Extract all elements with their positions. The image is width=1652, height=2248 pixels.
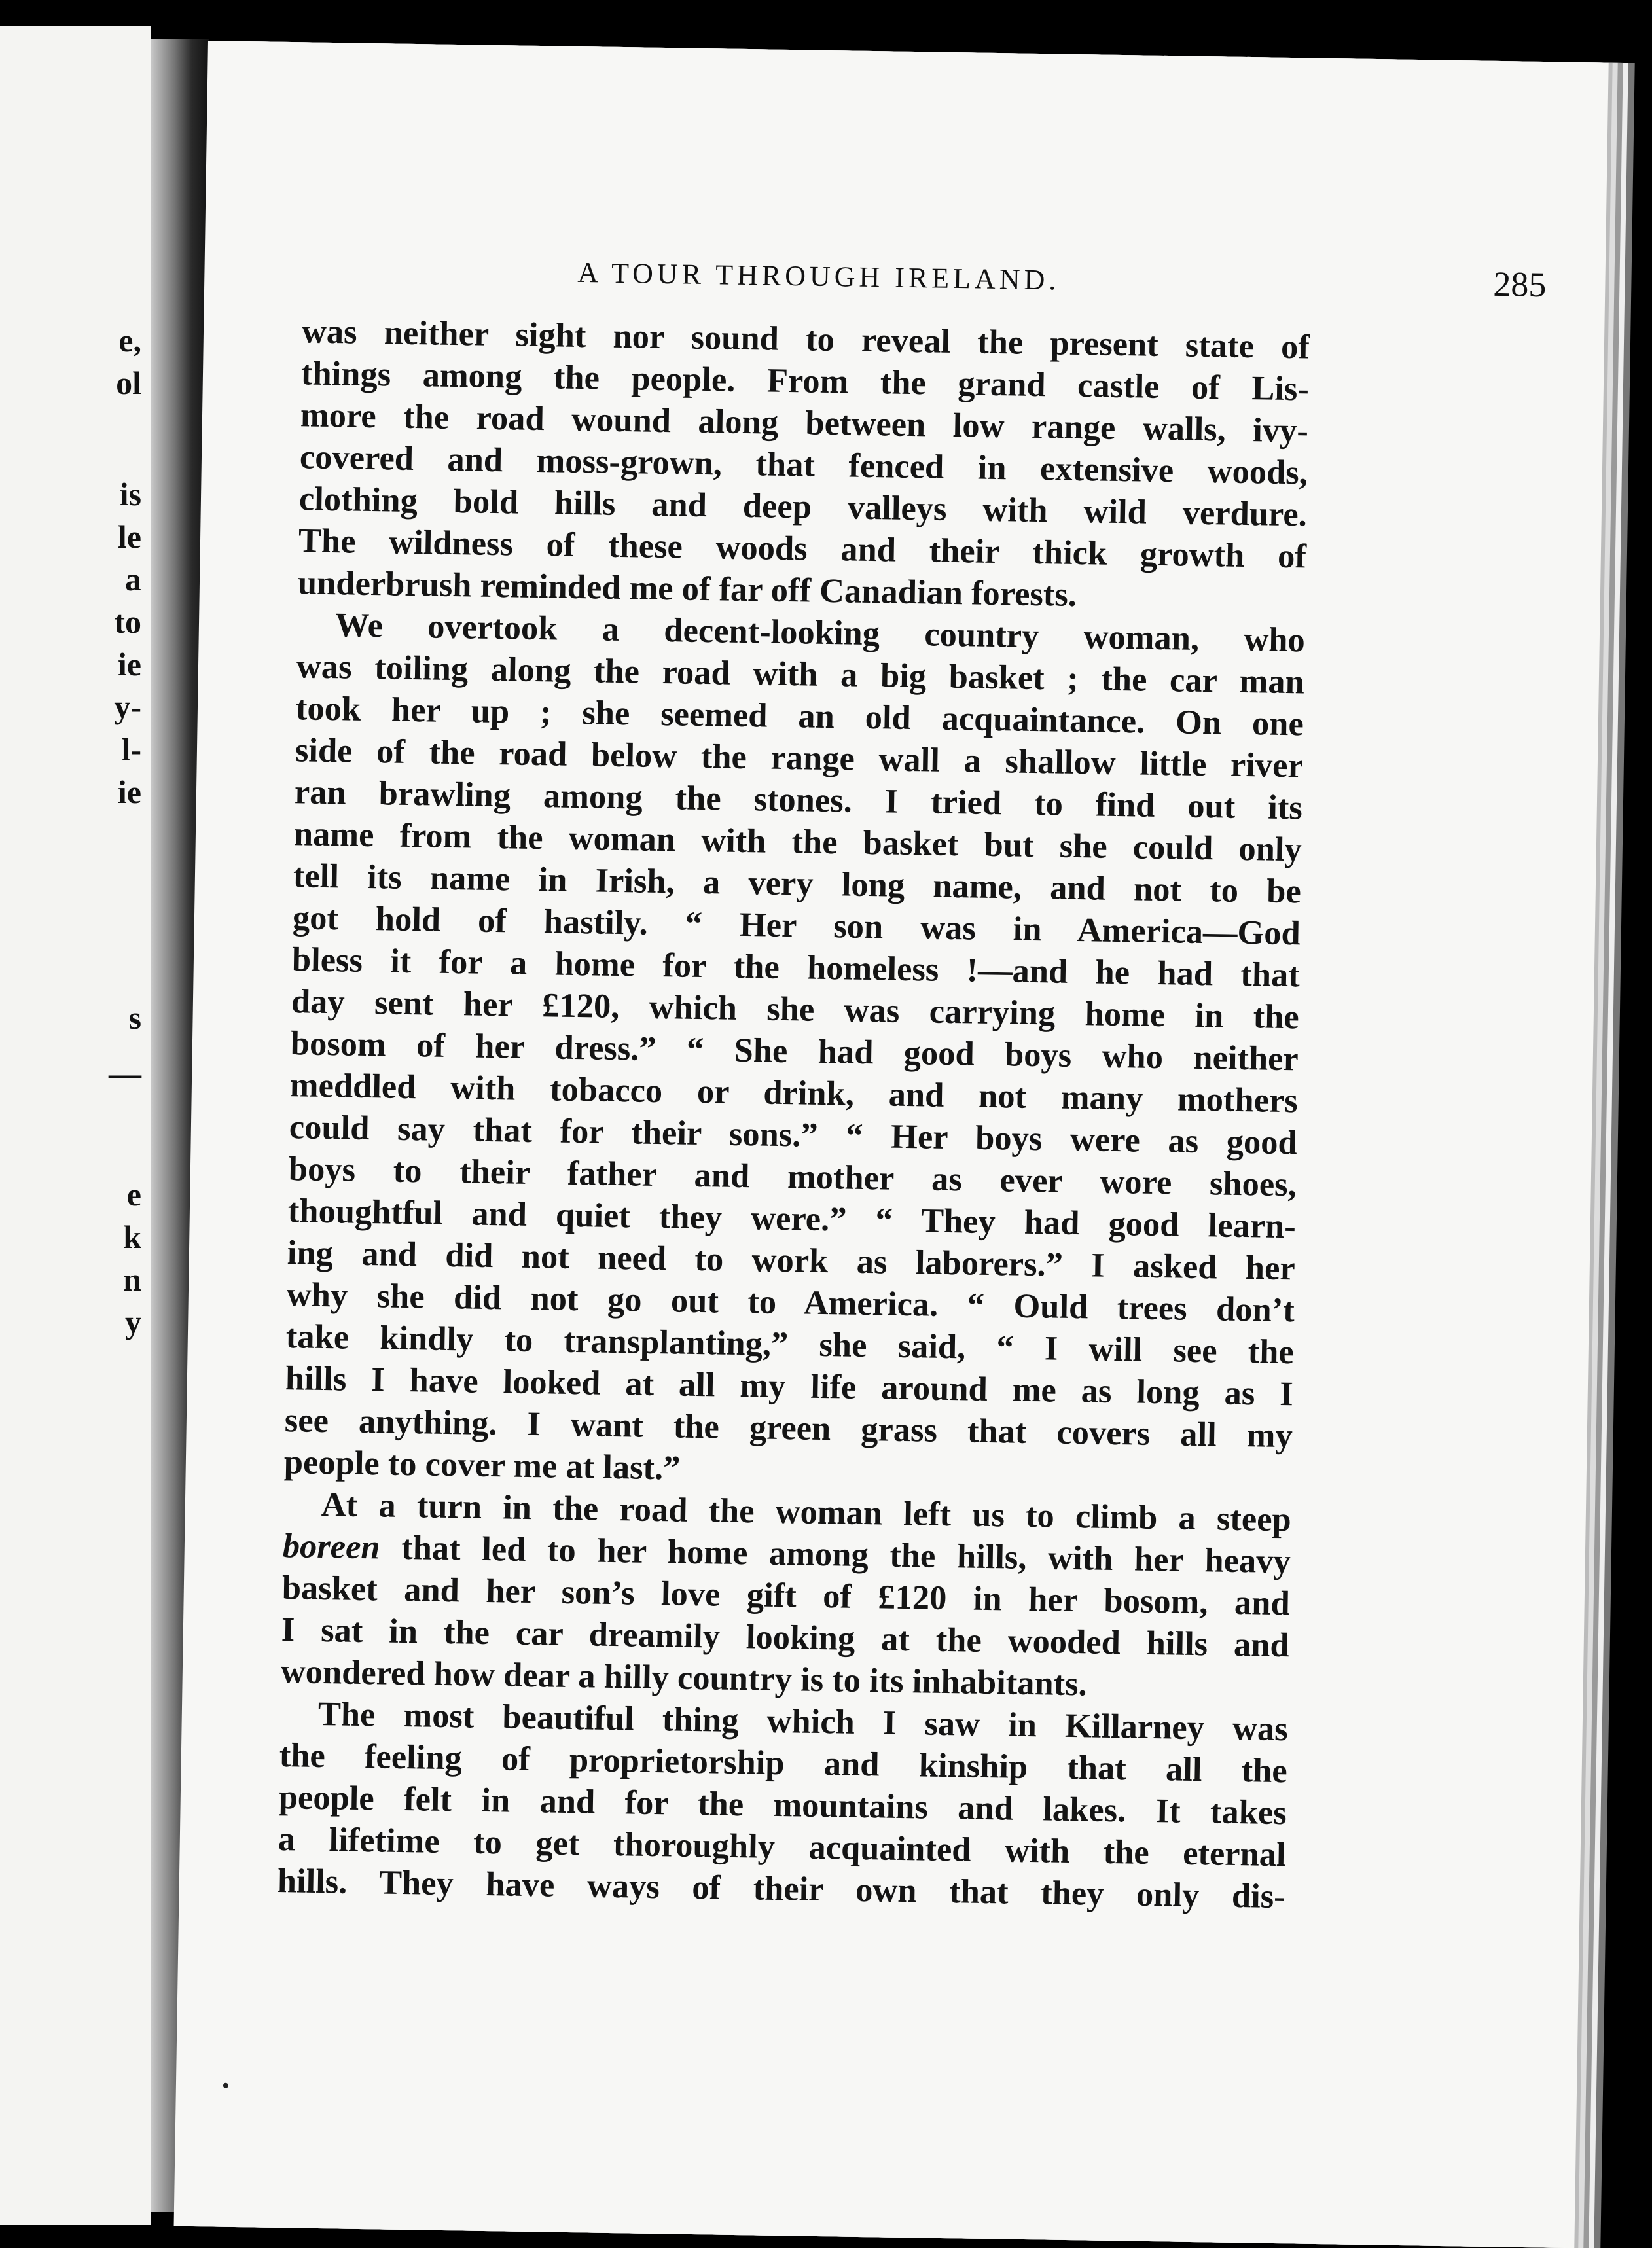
text-line: was neither sight nor sound to reveal the present state of xyxy=(301,312,1310,366)
text-line: see anything. I want the green grass that covers all my xyxy=(284,1401,1293,1455)
text-line: clothing bold hills and deep valleys with wild verdure. xyxy=(298,480,1308,534)
margin-fragment: e, xyxy=(118,322,141,359)
text-line: was toiling along the road with a big basket ; the car man xyxy=(296,647,1305,702)
margin-fragment: ie xyxy=(117,774,141,810)
text-line: took her up ; she seemed an old acquaintance. On one xyxy=(295,689,1304,743)
italic-word: boreen xyxy=(282,1527,381,1567)
margin-fragment: is xyxy=(119,476,141,512)
text-line: ran brawling among the stones. I tried to find out its xyxy=(294,773,1303,827)
page-number: 285 xyxy=(1492,264,1547,305)
margin-fragment: y xyxy=(125,1304,141,1340)
ink-speck xyxy=(223,2083,228,2088)
text-line: hills. They have ways of their own that they only dis- xyxy=(277,1862,1286,1916)
text-line: day sent her £120, which she was carrying home in the xyxy=(291,982,1300,1037)
text-line: basket and her son’s love gift of £120 in her bosom, and xyxy=(281,1569,1291,1623)
text-line: side of the road below the range wall a shallow little river xyxy=(295,731,1304,785)
margin-fragment: n xyxy=(123,1261,141,1298)
text-line: people felt in and for the mountains and lakes. It takes xyxy=(278,1778,1287,1832)
margin-fragment: l- xyxy=(121,731,141,768)
text-line: boys to their father and mother as ever wore shoes, xyxy=(288,1150,1297,1204)
margin-fragment: le xyxy=(117,518,141,555)
margin-fragment: e xyxy=(126,1176,141,1213)
text-line: more the road wound along between low range walls, ivy- xyxy=(300,396,1309,450)
running-title: A TOUR THROUGH IRELAND. xyxy=(577,256,1060,296)
text-line: people to cover me at last.” xyxy=(283,1443,681,1488)
text-line-rest: that led to her home among the hills, with her heavy xyxy=(401,1528,1291,1581)
text-line: the feeling of proprietorship and kinship that all the xyxy=(279,1736,1288,1791)
text-line: wondered how dear a hilly country is to its inhabitants. xyxy=(280,1652,1088,1704)
text-line: name from the woman with the basket but she could only xyxy=(293,815,1302,869)
text-line: ing and did not need to work as laborers.” I asked her xyxy=(287,1234,1296,1288)
text-line: covered and moss-grown, that fenced in extensive woods, xyxy=(299,438,1308,492)
paragraph-start-line: We overtook a decent-looking country woman, who xyxy=(334,606,1306,660)
text-line: bless it for a home for the homeless !—and he had that xyxy=(291,940,1301,995)
text-line: underbrush reminded me of far off Canadian forests. xyxy=(297,563,1077,614)
text-line: I sat in the car dreamily looking at the wooded hills and xyxy=(281,1611,1290,1665)
margin-fragment: k xyxy=(123,1219,141,1255)
margin-fragment: — xyxy=(109,1055,141,1092)
paragraph-start-line: The most beautiful thing which I saw in Killarney was xyxy=(317,1694,1289,1749)
text-line: bosom of her dress.” “ She had good boys who neither xyxy=(290,1024,1299,1079)
text-line: thoughtful and quiet they were.” “ They had good learn- xyxy=(287,1192,1297,1246)
facing-page xyxy=(0,26,151,2225)
body-text xyxy=(277,310,1310,1918)
text-line: meddled with tobacco or drink, and not many mothers xyxy=(289,1066,1299,1120)
text-line: hills I have looked at all my life around me as long as I xyxy=(285,1359,1294,1414)
margin-fragment: y- xyxy=(114,688,141,725)
margin-fragment: ol xyxy=(116,365,141,401)
text-line: things among the people. From the grand castle of Lis- xyxy=(300,354,1310,408)
margin-fragment: ie xyxy=(117,646,141,683)
text-line: why she did not go out to America. “ Ould trees don’t xyxy=(286,1276,1295,1330)
text-line: could say that for their sons.” “ Her boys were as good xyxy=(289,1108,1298,1162)
page-header xyxy=(289,238,1547,317)
text-line: tell its name in Irish, a very long name, and not to be xyxy=(293,857,1302,911)
text-line: The wildness of these woods and their thick growth of xyxy=(298,522,1307,576)
margin-fragment: to xyxy=(114,603,141,640)
book-page xyxy=(174,41,1609,2248)
paragraph-start-line: At a turn in the road the woman left us to climb a steep xyxy=(321,1485,1292,1539)
text-line: got hold of hastily. “ Her son was in America—God xyxy=(292,899,1301,953)
margin-fragment: s xyxy=(128,999,141,1036)
text-line: a lifetime to get thoroughly acquainted with the eternal xyxy=(278,1820,1287,1874)
text-line: take kindly to transplanting,” she said, “ I will see the xyxy=(285,1317,1295,1372)
margin-fragment: a xyxy=(125,561,141,598)
